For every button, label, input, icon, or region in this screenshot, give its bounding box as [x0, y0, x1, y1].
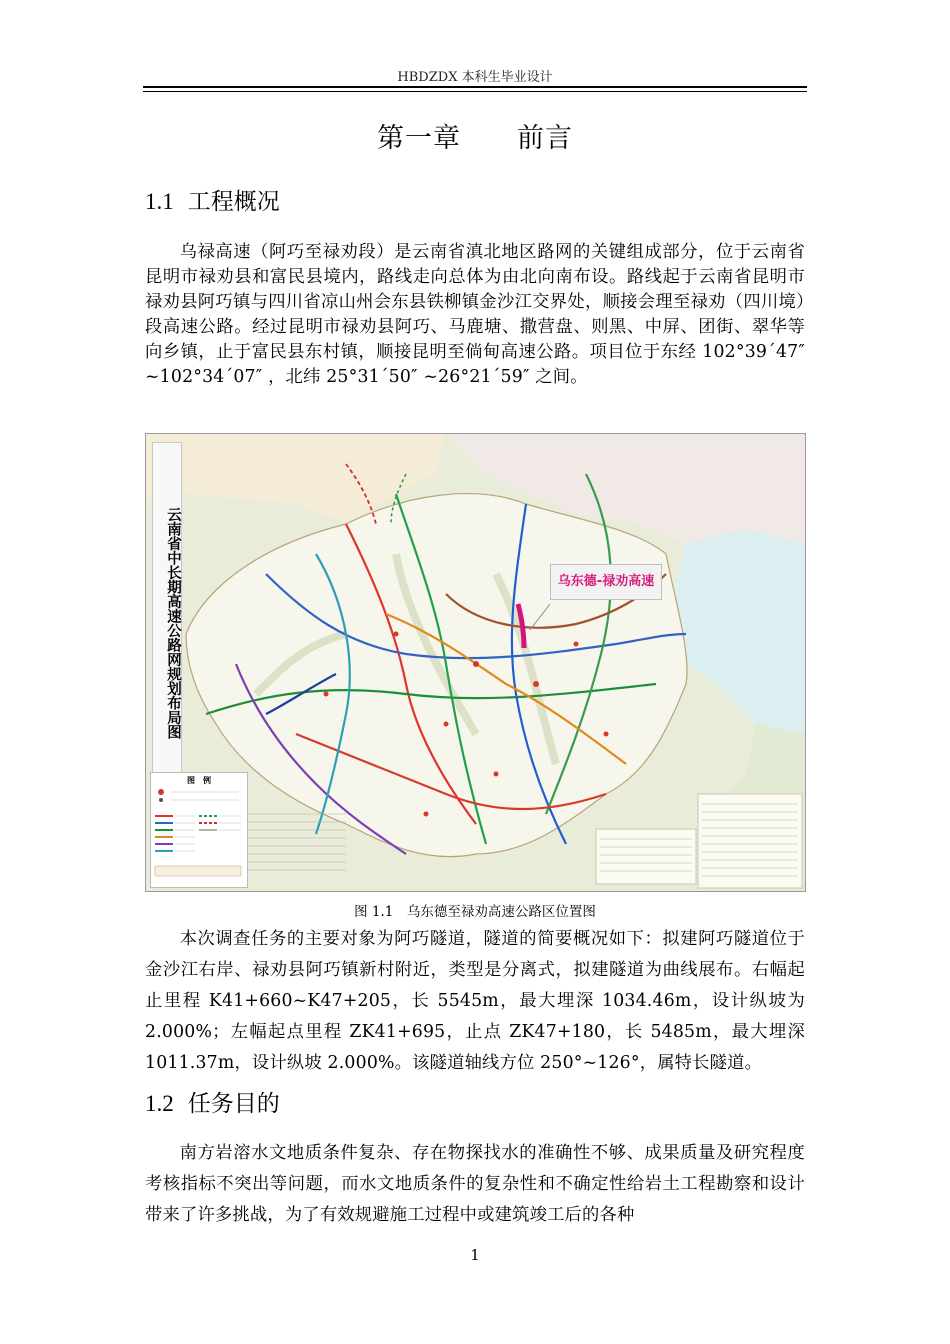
section-heading-1: [145, 183, 280, 216]
map-legend: [150, 772, 248, 888]
header-rule-thin: [143, 91, 807, 92]
header-rule-thick: [143, 86, 807, 88]
paragraph-tunnel: 本次调查任务的主要对象为阿巧隧道，隧道的简要概况如下：拟建阿巧隧道位于金沙江右岸、禄劝县阿巧镇新村附近，类型是分离式，拟建隧道为曲线展布。右幅起止里程 K41+660~K47+205，长 5545m，最大埋深 1034.46m，设计纵坡为 2.000%；左幅起点里程 ZK41+695，止点 ZK47+180，长 5485m，最大埋深 1011.37m，设计纵坡 2.000%。该隧道轴线方位 250°~126°，属特长隧道。: [145, 929, 805, 1073]
project-callout: 乌东德-禄劝高速: [550, 564, 662, 600]
legend-title: 图 例: [187, 776, 211, 785]
section-title: 工程概况: [187, 189, 280, 215]
legend-swatches: [151, 786, 245, 881]
section-number: 1.1: [145, 189, 174, 214]
chapter-title: 第一章 前言: [377, 123, 573, 154]
section-number: 1.2: [145, 1091, 174, 1116]
page-header: HBDZDX 本科生毕业设计: [397, 70, 553, 85]
map-title: 云南省中长期高速公路网规划布局图: [152, 442, 182, 794]
section-heading-2: [145, 1085, 280, 1118]
location-map-figure: [145, 433, 806, 892]
paragraph-overview: 乌禄高速（阿巧至禄劝段）是云南省滇北地区路网的关键组成部分，位于云南省昆明市禄劝县和富民县境内，路线走向总体为由北向南布设。路线起于云南省昆明市禄劝县阿巧镇与四川省凉山州会东县铁柳镇金沙江交界处，顺接会理至禄劝（四川境）段高速公路。经过昆明市禄劝县阿巧、马鹿塘、撒营盘、则黑、中屏、团街、翠华等向乡镇，止于富民县东村镇，顺接昆明至倘甸高速公路。项目位于东经 102°39´47″ ~102°34´07″ ，北纬 25°31´50″ ~26°21´59″ 之间。: [145, 242, 805, 387]
figure-caption: 图 1.1 乌东德至禄劝高速公路区位置图: [354, 904, 596, 920]
page-number: 1: [470, 1246, 480, 1264]
section-title: 任务目的: [187, 1091, 280, 1117]
paragraph-purpose: 南方岩溶水文地质条件复杂、存在物探找水的准确性不够、成果质量及研究程度考核指标不突出等问题，而水文地质条件的复杂性和不确定性给岩土工程勘察和设计带来了许多挑战，为了有效规避施工过程中或建筑竣工后的各种: [145, 1143, 805, 1225]
